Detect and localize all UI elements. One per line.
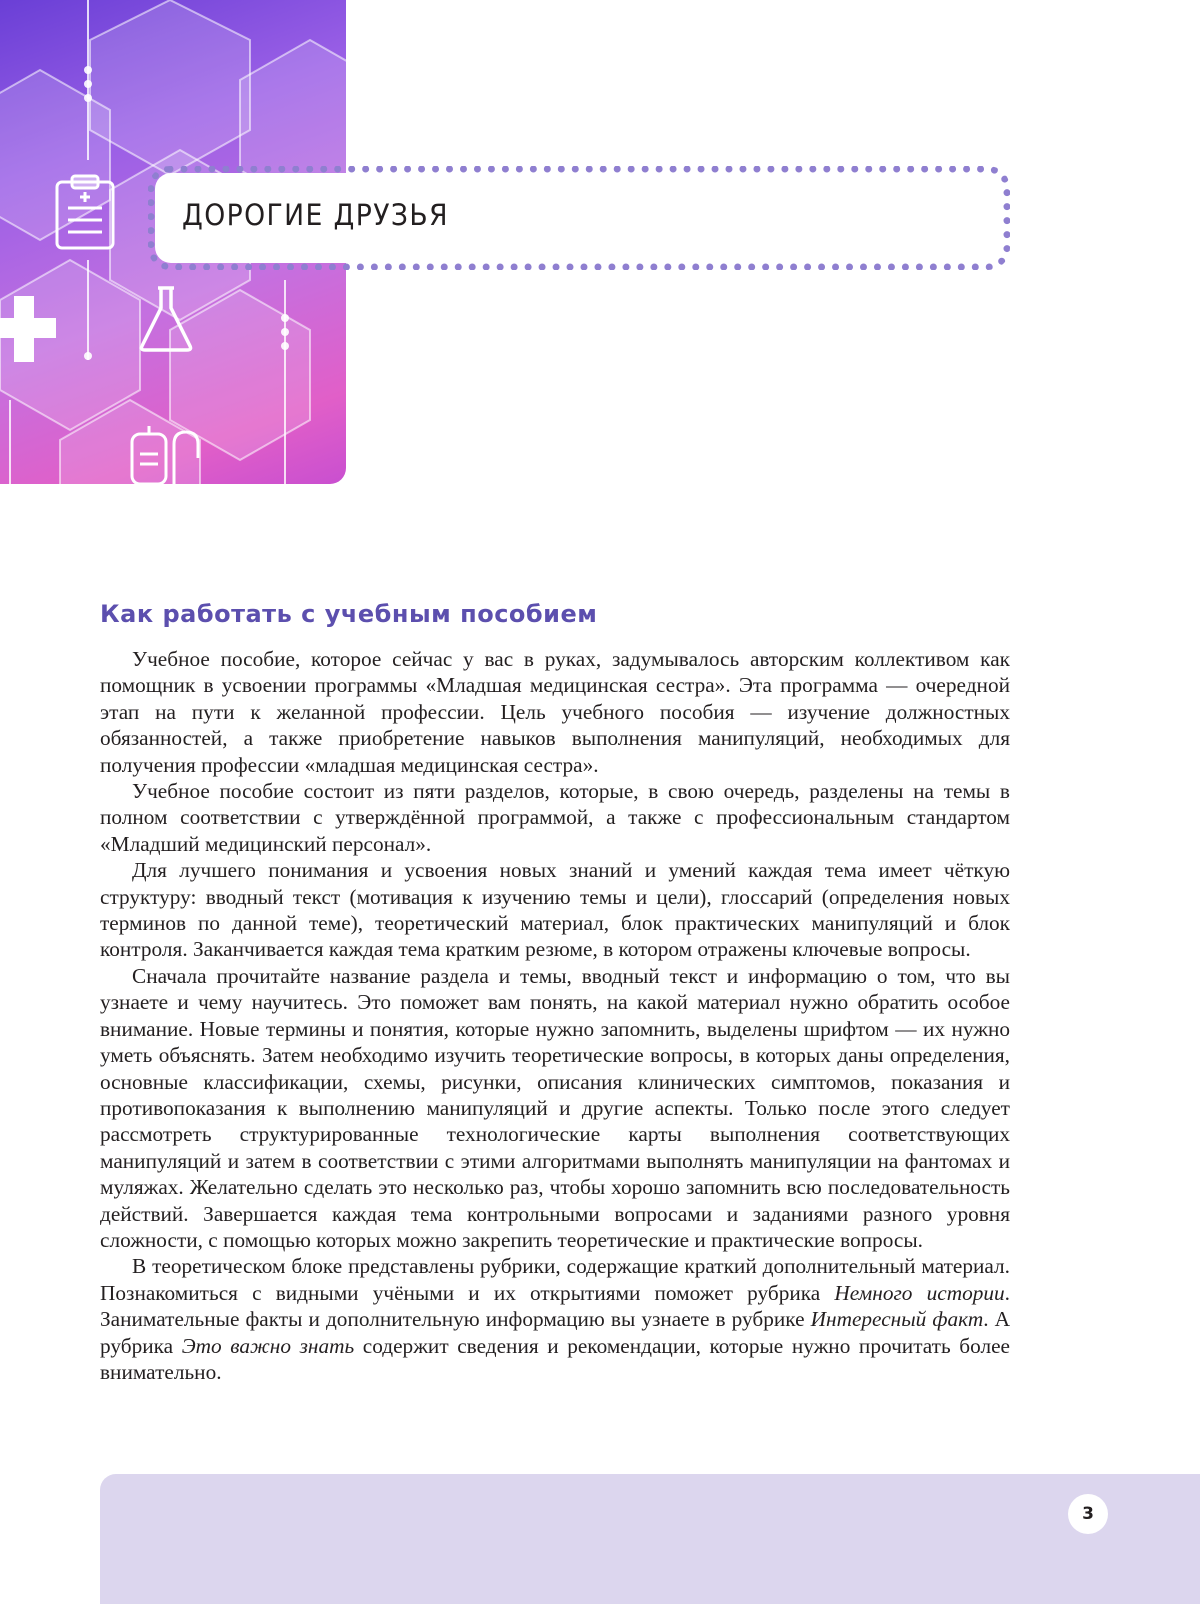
paragraph: Для лучшего понимания и усвоения новых знаний и умений каждая тема имеет чёткую структуру: вводный текст (мотивация к изучению темы и цели), глоссарий (определения новых терминов по данной теме), теоретический материал, блок практических манипуляций и блок контроля. Заканчивается каждая тема кратким резюме, в котором отражены ключевые вопросы. xyxy=(100,858,1010,962)
text-run: содержит сведения и рекомендации, которые нужно прочитать более внимательно. xyxy=(100,1333,1010,1384)
rubric-name: Интересный факт xyxy=(810,1307,984,1332)
flask-icon xyxy=(136,284,196,354)
text-run: . Занимательные факты и дополнительную информацию вы узнаете в рубрике xyxy=(100,1280,1010,1332)
text-run: . А рубрика xyxy=(100,1307,1010,1358)
paragraph: Учебное пособие, которое сейчас у вас в руках, задумывалось авторским коллективом как помощник в усвоении программы «Младшая медицинская сестра». Эта программа — очередной этап на пути к желанной профессии. Цель учебного пособия — изучение должностных обязанностей, а также приобретение навыков выполнения манипуляций, необходимых для получения профессии «младшая медицинская сестра». xyxy=(100,647,1010,777)
page-number: 3 xyxy=(1068,1494,1108,1534)
page-footer xyxy=(100,1474,1200,1604)
rubric-name: Это важно знать xyxy=(181,1333,355,1358)
page-title: ДОРОГИЕ ДРУЗЬЯ xyxy=(182,198,449,232)
plus-cross-icon xyxy=(0,296,56,362)
title-box xyxy=(148,166,1010,270)
paragraph: Учебное пособие состоит из пяти разделов, которые, в свою очередь, разделены на темы в полном соответствии с утверждённой программой, а также с профессиональным стандартом «Младший медицинский персонал». xyxy=(100,779,1010,856)
section-heading: Как работать с учебным пособием xyxy=(100,600,598,628)
body-text xyxy=(100,646,1010,1385)
paragraph-rubrics xyxy=(100,1253,1010,1385)
blood-bag-icon xyxy=(128,424,208,484)
text-run: В теоретическом блоке представлены рубрики, содержащие краткий дополнительный материал. Познакомиться с видными учёными и их открытиями поможет рубрика xyxy=(100,1254,1010,1305)
paragraph: Сначала прочитайте название раздела и темы, вводный текст и информацию о том, что вы узнаете и чему научитесь. Это поможет вам понять, на какой материал нужно обратить особое внимание. Новые термины и понятия, которые нужно запомнить, выделены шрифтом — их нужно уметь объяснять. Затем необходимо изучить теоретические вопросы, в которых даны определения, основные классификации, схемы, рисунки, описания клинических симптомов, показания и противопоказания к выполнению манипуляций и другие аспекты. Только после этого следует рассмотреть структурированные технологические карты выполнения соответствующих манипуляций и затем в соответствии с этими алгоритмами выполнять манипуляции на фантомах и муляжах. Желательно сделать это несколько раз, чтобы хорошо запомнить всю последовательность действий. Завершается каждая тема контрольными вопросами и заданиями разного уровня сложности, с помощью которых можно закрепить теоретические и практические вопросы. xyxy=(100,963,1010,1252)
clipboard-icon xyxy=(52,172,118,252)
rubric-name: Немного истории xyxy=(834,1280,1005,1305)
